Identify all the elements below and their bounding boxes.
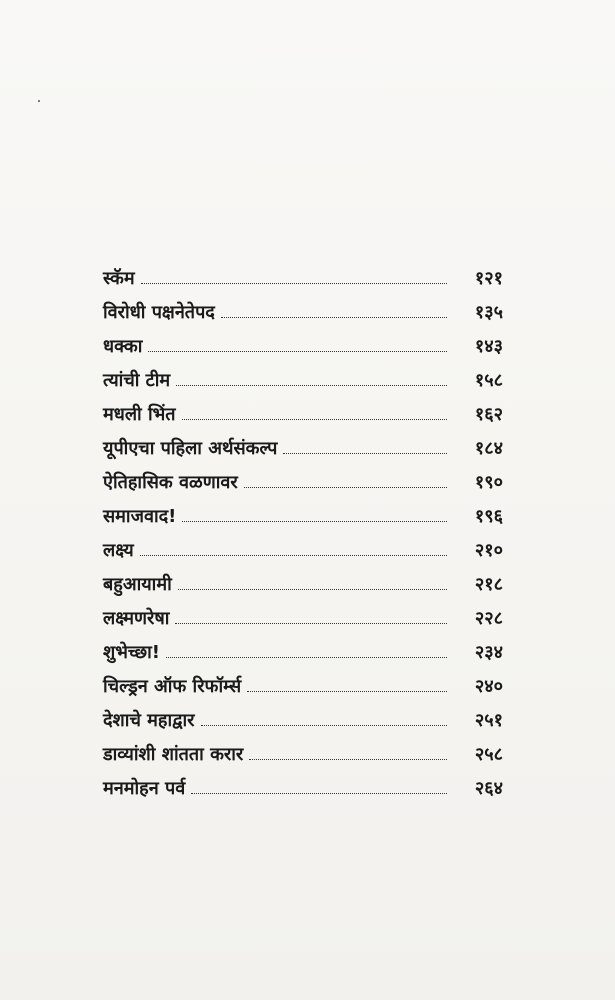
toc-dot-leader: [283, 453, 447, 454]
toc-dot-leader: [221, 317, 447, 318]
toc-entry-title: लक्ष्मणरेषा: [103, 608, 170, 629]
toc-entry-page: १५८: [474, 370, 503, 391]
toc-entry-title: शुभेच्छा!: [103, 642, 161, 663]
toc-entry-page: १६२: [474, 404, 503, 425]
toc-entry: [103, 364, 503, 398]
toc-entry: [103, 296, 503, 330]
toc-dot-leader: [244, 487, 447, 488]
toc-dot-leader: [191, 793, 447, 794]
toc-entry-title: धक्का: [103, 336, 143, 357]
toc-entry: [103, 500, 503, 534]
toc-entry: [103, 568, 503, 602]
toc-entry-page: १२१: [474, 268, 503, 289]
toc-entry: [103, 772, 503, 806]
toc-entry: [103, 262, 503, 296]
toc-dot-leader: [148, 351, 447, 352]
toc-dot-leader: [175, 623, 447, 624]
toc-entry: [103, 704, 503, 738]
toc-dot-leader: [182, 419, 447, 420]
toc-entry: [103, 398, 503, 432]
toc-entry-page: २६४: [474, 778, 503, 799]
toc-entry-page: २२८: [474, 608, 503, 629]
toc-entry-page: १४३: [474, 336, 503, 357]
toc-entry: [103, 330, 503, 364]
toc-entry-page: १३५: [474, 302, 503, 323]
toc-entry-title: त्यांची टीम: [103, 370, 171, 391]
toc-entry-page: २४०: [474, 676, 503, 697]
toc-entry-page: २५१: [474, 710, 503, 731]
toc-entry-page: २३४: [474, 642, 503, 663]
toc-entry-page: १९०: [474, 472, 503, 493]
toc-entry: [103, 534, 503, 568]
toc-entry-title: विरोधी पक्षनेतेपद: [103, 302, 215, 323]
toc-entry-title: समाजवाद!: [103, 506, 177, 527]
toc-entry: [103, 602, 503, 636]
toc-dot-leader: [182, 521, 447, 522]
toc-dot-leader: [201, 725, 447, 726]
toc-entry-title: देशाचे महाद्वार: [103, 710, 195, 731]
toc-entry: [103, 738, 503, 772]
toc-dot-leader: [140, 555, 447, 556]
toc-entry-title: चिल्ड्रन ऑफ रिफॉर्म्स: [103, 676, 242, 697]
toc-entry-title: मधली भिंत: [103, 404, 176, 425]
toc-dot-leader: [178, 589, 447, 590]
toc-entry-page: १८४: [474, 438, 503, 459]
toc-entry-page: २१०: [474, 540, 503, 561]
table-of-contents: [103, 262, 503, 806]
toc-entry-title: डाव्यांशी शांतता करार: [103, 744, 244, 765]
toc-entry: [103, 432, 503, 466]
toc-entry-page: १९६: [474, 506, 503, 527]
toc-entry-title: बहुआयामी: [103, 574, 172, 595]
toc-entry: [103, 466, 503, 500]
toc-entry-page: २१८: [474, 574, 503, 595]
toc-dot-leader: [141, 283, 447, 284]
toc-dot-leader: [176, 385, 447, 386]
toc-entry: [103, 670, 503, 704]
toc-entry-title: ऐतिहासिक वळणावर: [103, 472, 238, 493]
toc-entry-page: २५८: [474, 744, 503, 765]
toc-entry: [103, 636, 503, 670]
toc-entry-title: मनमोहन पर्व: [103, 778, 186, 799]
toc-entry-title: स्कॅम: [103, 268, 135, 289]
page-speck: [38, 100, 40, 102]
toc-dot-leader: [166, 657, 447, 658]
toc-dot-leader: [249, 759, 447, 760]
toc-entry-title: यूपीएचा पहिला अर्थसंकल्प: [103, 438, 278, 459]
toc-entry-title: लक्ष्य: [103, 540, 134, 561]
toc-dot-leader: [247, 691, 447, 692]
